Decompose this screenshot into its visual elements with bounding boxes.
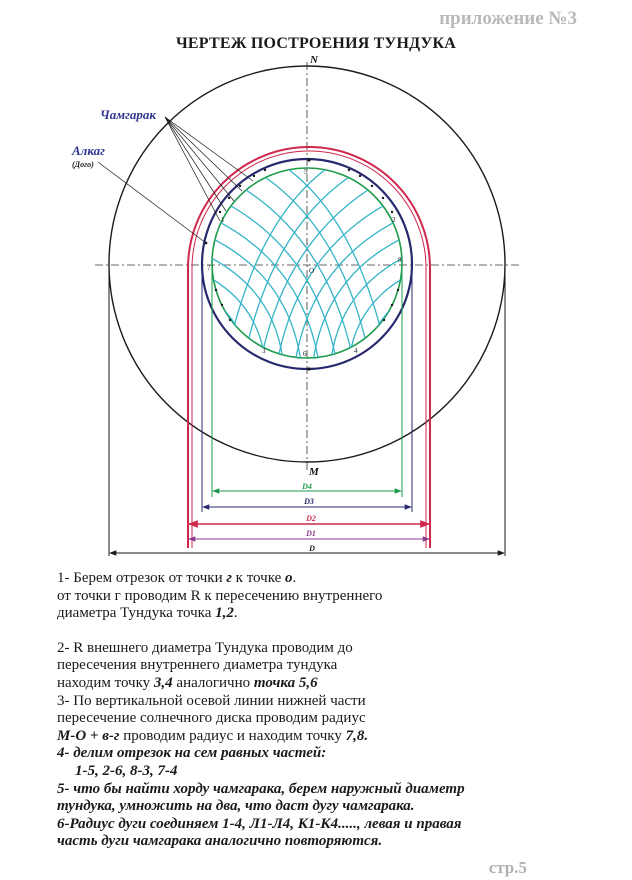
center-o-label: O [309,267,315,275]
lattice-arc-right-9 [224,150,358,370]
north-label: N [310,54,318,66]
step-3-line-2: пересечение солнечного диска проводим радиус [57,710,366,727]
step-5-line-1: 5- что бы найти хорду чамгарака, берем наружный диаметр [57,780,465,797]
point-4-label: 4 [354,347,358,355]
point-3-label: 3 [262,347,266,355]
dim-d4-label: D4 [302,482,312,491]
lattice-arc-right-2 [276,195,404,370]
step-6-line-2: часть дуги чамгарака аналогично повторяются. [57,833,383,850]
point-5-label: 5 [304,168,308,176]
dogo-label: (Дого) [72,160,94,169]
alkag-leader [98,162,206,243]
step-1-line-3: диаметра Тундука точка 1,2. [57,605,238,622]
appendix-label: приложение №3 [439,8,577,29]
point-7-label: 7 [207,264,211,272]
step-3-line-3: М-О + в-г проводим радиус и находим точку 7,8. [57,727,369,744]
step-1-line-2: от точки г проводим R к пересечению внутреннего [57,587,383,604]
dim-d1-label: D1 [306,529,316,538]
construction-steps [57,570,577,851]
step-2-line-3: находим точку 3,4 аналогично точка 5,6 [57,674,318,691]
step-2-line-1: 2- R внешнего диаметра Тундука проводим до [57,639,353,656]
step-4-line-2: 1-5, 2-6, 8-3, 7-4 [75,762,178,779]
page-number: стр.5 [488,858,527,877]
lattice-arc-left-2 [210,195,338,370]
point-6-label: 6 [303,350,307,358]
step-1-line-1: 1- Берем отрезок от точки г к точке о. [57,570,297,586]
lattice-arc-right-4 [312,235,409,370]
point-2-label: 2 [392,216,396,224]
lattice-arc-left-9 [256,150,390,370]
lattice-arc-left-4 [205,235,302,370]
chamgarak-label: Чамгарак [100,107,157,122]
step-2-line-2: пересечения внутреннего диаметра тундука [57,657,338,674]
step-3-line-1: 3- По вертикальной осевой линии нижней части [57,692,366,709]
page-title: ЧЕРТЕЖ ПОСТРОЕНИЯ ТУНДУКА [175,35,457,52]
dim-d2-label: D2 [306,514,316,523]
m-label: M [309,466,319,478]
step-6-line-1: 6-Радиус дуги соединяем 1-4, Л1-Л4, К1-К4....., левая и правая [57,815,462,832]
step-4-line-1: 4- делим отрезок на сем равных частей: [57,745,327,762]
point-8-label: 8 [398,256,402,264]
point-1-label: 1 [221,216,225,224]
alkag-label: Алкаг [72,143,105,158]
dim-d3-label: D3 [304,497,314,506]
dim-d-label: D [309,544,315,553]
step-5-line-2: тундука, умножить на два, что даст дугу чамгарака. [57,798,415,815]
